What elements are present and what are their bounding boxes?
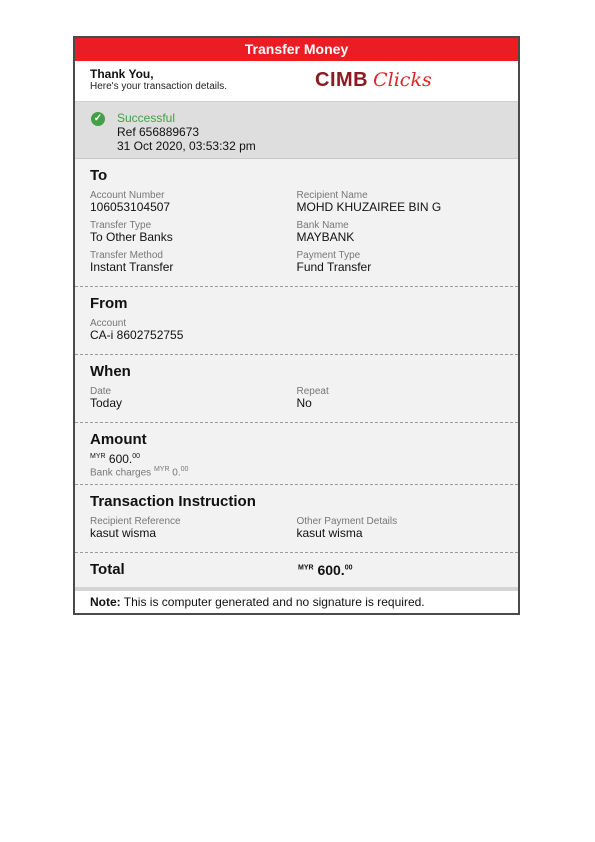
field-value: 106053104507	[90, 200, 171, 214]
greeting-panel	[75, 61, 518, 102]
status-panel	[75, 102, 518, 159]
field-value: Instant Transfer	[90, 260, 174, 274]
field-recipient-reference	[90, 516, 297, 540]
section-when	[75, 355, 518, 423]
field-bank-name	[297, 220, 504, 244]
total-value	[298, 562, 353, 578]
field-label: Account Number	[90, 190, 165, 201]
section-to	[75, 159, 518, 287]
reference-number: Ref 656889673	[117, 125, 200, 139]
field-account-number	[90, 190, 297, 214]
section-when-title: When	[90, 363, 131, 380]
field-label: Date	[90, 386, 112, 397]
total-main: 600.	[317, 562, 345, 579]
transfer-receipt	[73, 36, 520, 615]
field-value: Today	[90, 396, 123, 410]
success-check-icon: ✓	[91, 112, 105, 126]
section-amount-title: Amount	[90, 431, 147, 448]
field-label: Bank Name	[296, 220, 349, 231]
section-from-title: From	[90, 295, 128, 312]
bank-charges-label: Bank charges	[90, 467, 152, 479]
field-label: Transfer Method	[90, 250, 163, 261]
field-transfer-method	[90, 250, 297, 274]
field-repeat	[297, 386, 504, 410]
note-prefix: Note:	[90, 595, 121, 610]
bank-charges-currency: MYR	[153, 466, 170, 473]
field-value: CA-i 8602752755	[90, 328, 184, 342]
amount-main: 600.	[108, 452, 133, 466]
field-label: Transfer Type	[90, 220, 152, 231]
field-label: Repeat	[296, 386, 329, 397]
field-from-account	[90, 318, 297, 342]
total-cents: 00	[344, 564, 353, 572]
logo-product: Clicks	[373, 69, 432, 91]
field-label: Account	[90, 318, 127, 329]
bank-charges-cents: 00	[180, 466, 189, 473]
bank-charges	[90, 466, 503, 478]
field-value: Fund Transfer	[296, 260, 372, 274]
logo-brand: CIMB	[315, 68, 369, 91]
cimb-clicks-logo	[315, 67, 432, 93]
footer-note	[75, 591, 518, 613]
field-transfer-type	[90, 220, 297, 244]
field-date	[90, 386, 297, 410]
greeting-title: Thank You,	[90, 67, 154, 81]
field-label: Other Payment Details	[296, 516, 398, 528]
field-value: MOHD KHUZAIREE BIN G	[296, 200, 442, 214]
field-label: Recipient Reference	[90, 516, 181, 528]
greeting-subtitle: Here's your transaction details.	[90, 81, 227, 92]
transaction-datetime: 31 Oct 2020, 03:53:32 pm	[117, 139, 256, 153]
section-instruction	[75, 485, 518, 553]
field-other-payment-details	[297, 516, 504, 540]
field-value: No	[296, 396, 312, 410]
field-value: MAYBANK	[296, 230, 355, 244]
field-label: Payment Type	[296, 250, 361, 261]
field-value: kasut wisma	[90, 526, 157, 541]
section-amount	[75, 423, 518, 485]
field-value: To Other Banks	[90, 230, 173, 244]
section-instruction-title: Transaction Instruction	[90, 493, 256, 511]
section-to-title: To	[90, 167, 108, 184]
section-from	[75, 287, 518, 355]
total-row	[75, 553, 518, 591]
field-label: Recipient Name	[296, 190, 368, 201]
amount-currency: MYR	[90, 453, 106, 460]
field-recipient-name	[297, 190, 504, 214]
status-text: Successful	[117, 111, 176, 125]
total-currency: MYR	[298, 564, 314, 572]
amount-value	[90, 450, 503, 466]
receipt-header: Transfer Money	[75, 38, 518, 61]
field-value: kasut wisma	[296, 526, 363, 541]
amount-cents: 00	[132, 453, 141, 460]
note-text: This is computer generated and no signature is required.	[120, 595, 425, 610]
total-label: Total	[90, 561, 125, 579]
bank-charges-main: 0.	[172, 467, 181, 479]
field-payment-type	[297, 250, 504, 274]
